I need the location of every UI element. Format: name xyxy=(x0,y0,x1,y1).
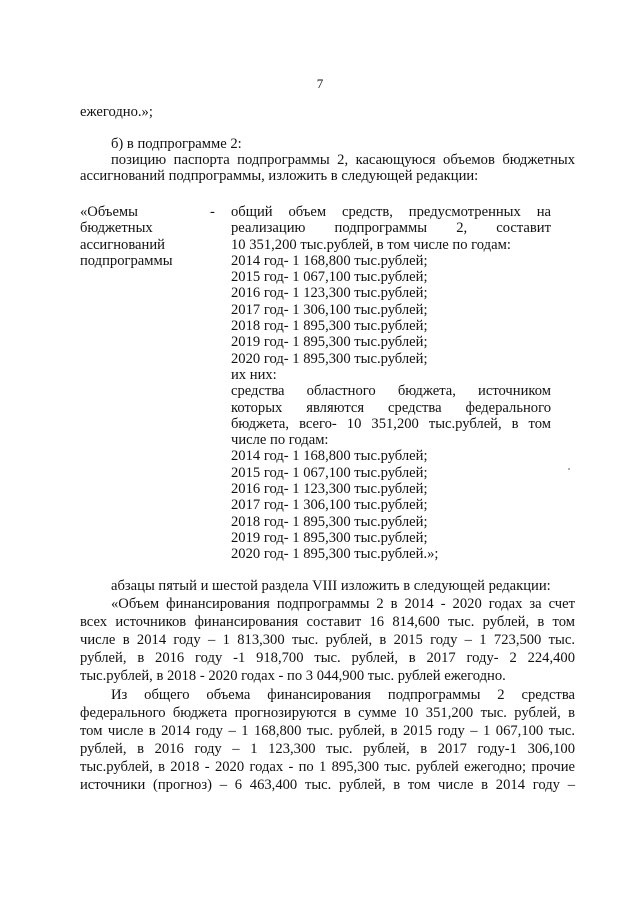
left-col-line: бюджетных xyxy=(80,220,153,237)
year-line: 2018 год- 1 895,300 тыс.рублей; xyxy=(231,513,428,530)
year-line: 2019 год- 1 895,300 тыс.рублей; xyxy=(231,529,428,546)
paragraph-line: числе в 2014 году – 1 813,300 тыс. рублей, в 2015 году – 1 723,500 тыс. xyxy=(80,632,575,648)
right-col-line: которых являются средства федерального xyxy=(231,399,551,416)
right-col-line: общий объем средств, предусмотренных на xyxy=(231,204,551,220)
left-col-line: ассигнований xyxy=(80,236,165,253)
year-line: 2014 год- 1 168,800 тыс.рублей; xyxy=(231,252,428,269)
right-col-line: их них: xyxy=(231,366,277,383)
closing-text: ежегодно.»; xyxy=(80,104,153,120)
paragraph-line: всех источников финансирования составит 16 814,600 тыс. рублей, в том xyxy=(80,614,575,630)
year-line: 2015 год- 1 067,100 тыс.рублей; xyxy=(231,269,428,286)
table-right-column xyxy=(231,204,551,563)
paragraph-line: Из общего объема финансирования подпрограммы 2 средства xyxy=(111,687,575,703)
instruction-line-2: ассигнований подпрограммы, изложить в следующей редакции: xyxy=(80,168,479,184)
page-number: 7 xyxy=(316,76,324,91)
right-col-line: средства областного бюджета, источником xyxy=(231,383,551,400)
year-line: 2020 год- 1 895,300 тыс.рублей.»; xyxy=(231,546,439,563)
table-left-column xyxy=(80,204,173,269)
year-line: 2020 год- 1 895,300 тыс.рублей; xyxy=(231,350,428,367)
year-line: 2017 год- 1 306,100 тыс.рублей; xyxy=(231,497,428,514)
item-b-heading: б) в подпрограмме 2: xyxy=(111,136,242,152)
right-col-line: бюджета, всего- 10 351,200 тыс.рублей, в том xyxy=(231,415,551,432)
paragraph-line: рублей, в 2016 году -1 918,700 тыс. рублей, в 2017 году- 2 224,400 xyxy=(80,650,575,666)
year-line: 2016 год- 1 123,300 тыс.рублей; xyxy=(231,285,428,302)
paragraph-line: рублей, в 2016 году – 1 123,300 тыс. рублей, в 2017 году-1 306,100 xyxy=(80,741,575,757)
table-dash: - xyxy=(210,204,215,220)
year-line: 2014 год- 1 168,800 тыс.рублей; xyxy=(231,448,428,465)
right-col-line: реализацию подпрограммы 2, составит xyxy=(231,220,551,237)
year-line: 2019 год- 1 895,300 тыс.рублей; xyxy=(231,334,428,351)
right-col-line: числе по годам: xyxy=(231,432,329,449)
section-heading: абзацы пятый и шестой раздела VIII изложить в следующей редакции: xyxy=(111,578,551,594)
paragraph-line: «Объем финансирования подпрограммы 2 в 2014 - 2020 годах за счет xyxy=(111,596,575,612)
year-line: 2017 год- 1 306,100 тыс.рублей; xyxy=(231,301,428,318)
paragraph-line: тыс.рублей, в 2018 - 2020 годах - по 1 895,300 тыс. рублей ежегодно; прочие xyxy=(80,759,575,775)
paragraph-line: том числе в 2014 году – 1 168,800 тыс. рублей, в 2015 году – 1 067,100 тыс. xyxy=(80,723,575,739)
right-col-line: 10 351,200 тыс.рублей, в том числе по годам: xyxy=(231,236,511,253)
year-line: 2018 год- 1 895,300 тыс.рублей; xyxy=(231,318,428,335)
left-col-line: «Объемы xyxy=(80,204,138,220)
scan-speck xyxy=(568,468,570,470)
instruction-line-1: позицию паспорта подпрограммы 2, касающуюся объемов бюджетных xyxy=(111,152,575,168)
paragraph-line: тыс.рублей, в 2018 - 2020 годах - по 3 044,900 тыс. рублей ежегодно. xyxy=(80,668,506,684)
paragraph-line: источники (прогноз) – 6 463,400 тыс. рублей, в том числе в 2014 году – xyxy=(80,777,575,793)
paragraph-line: федерального бюджета прогнозируются в сумме 10 351,200 тыс. рублей, в xyxy=(80,705,575,721)
left-col-line: подпрограммы xyxy=(80,252,173,269)
year-line: 2015 год- 1 067,100 тыс.рублей; xyxy=(231,464,428,481)
year-line: 2016 год- 1 123,300 тыс.рублей; xyxy=(231,481,428,498)
